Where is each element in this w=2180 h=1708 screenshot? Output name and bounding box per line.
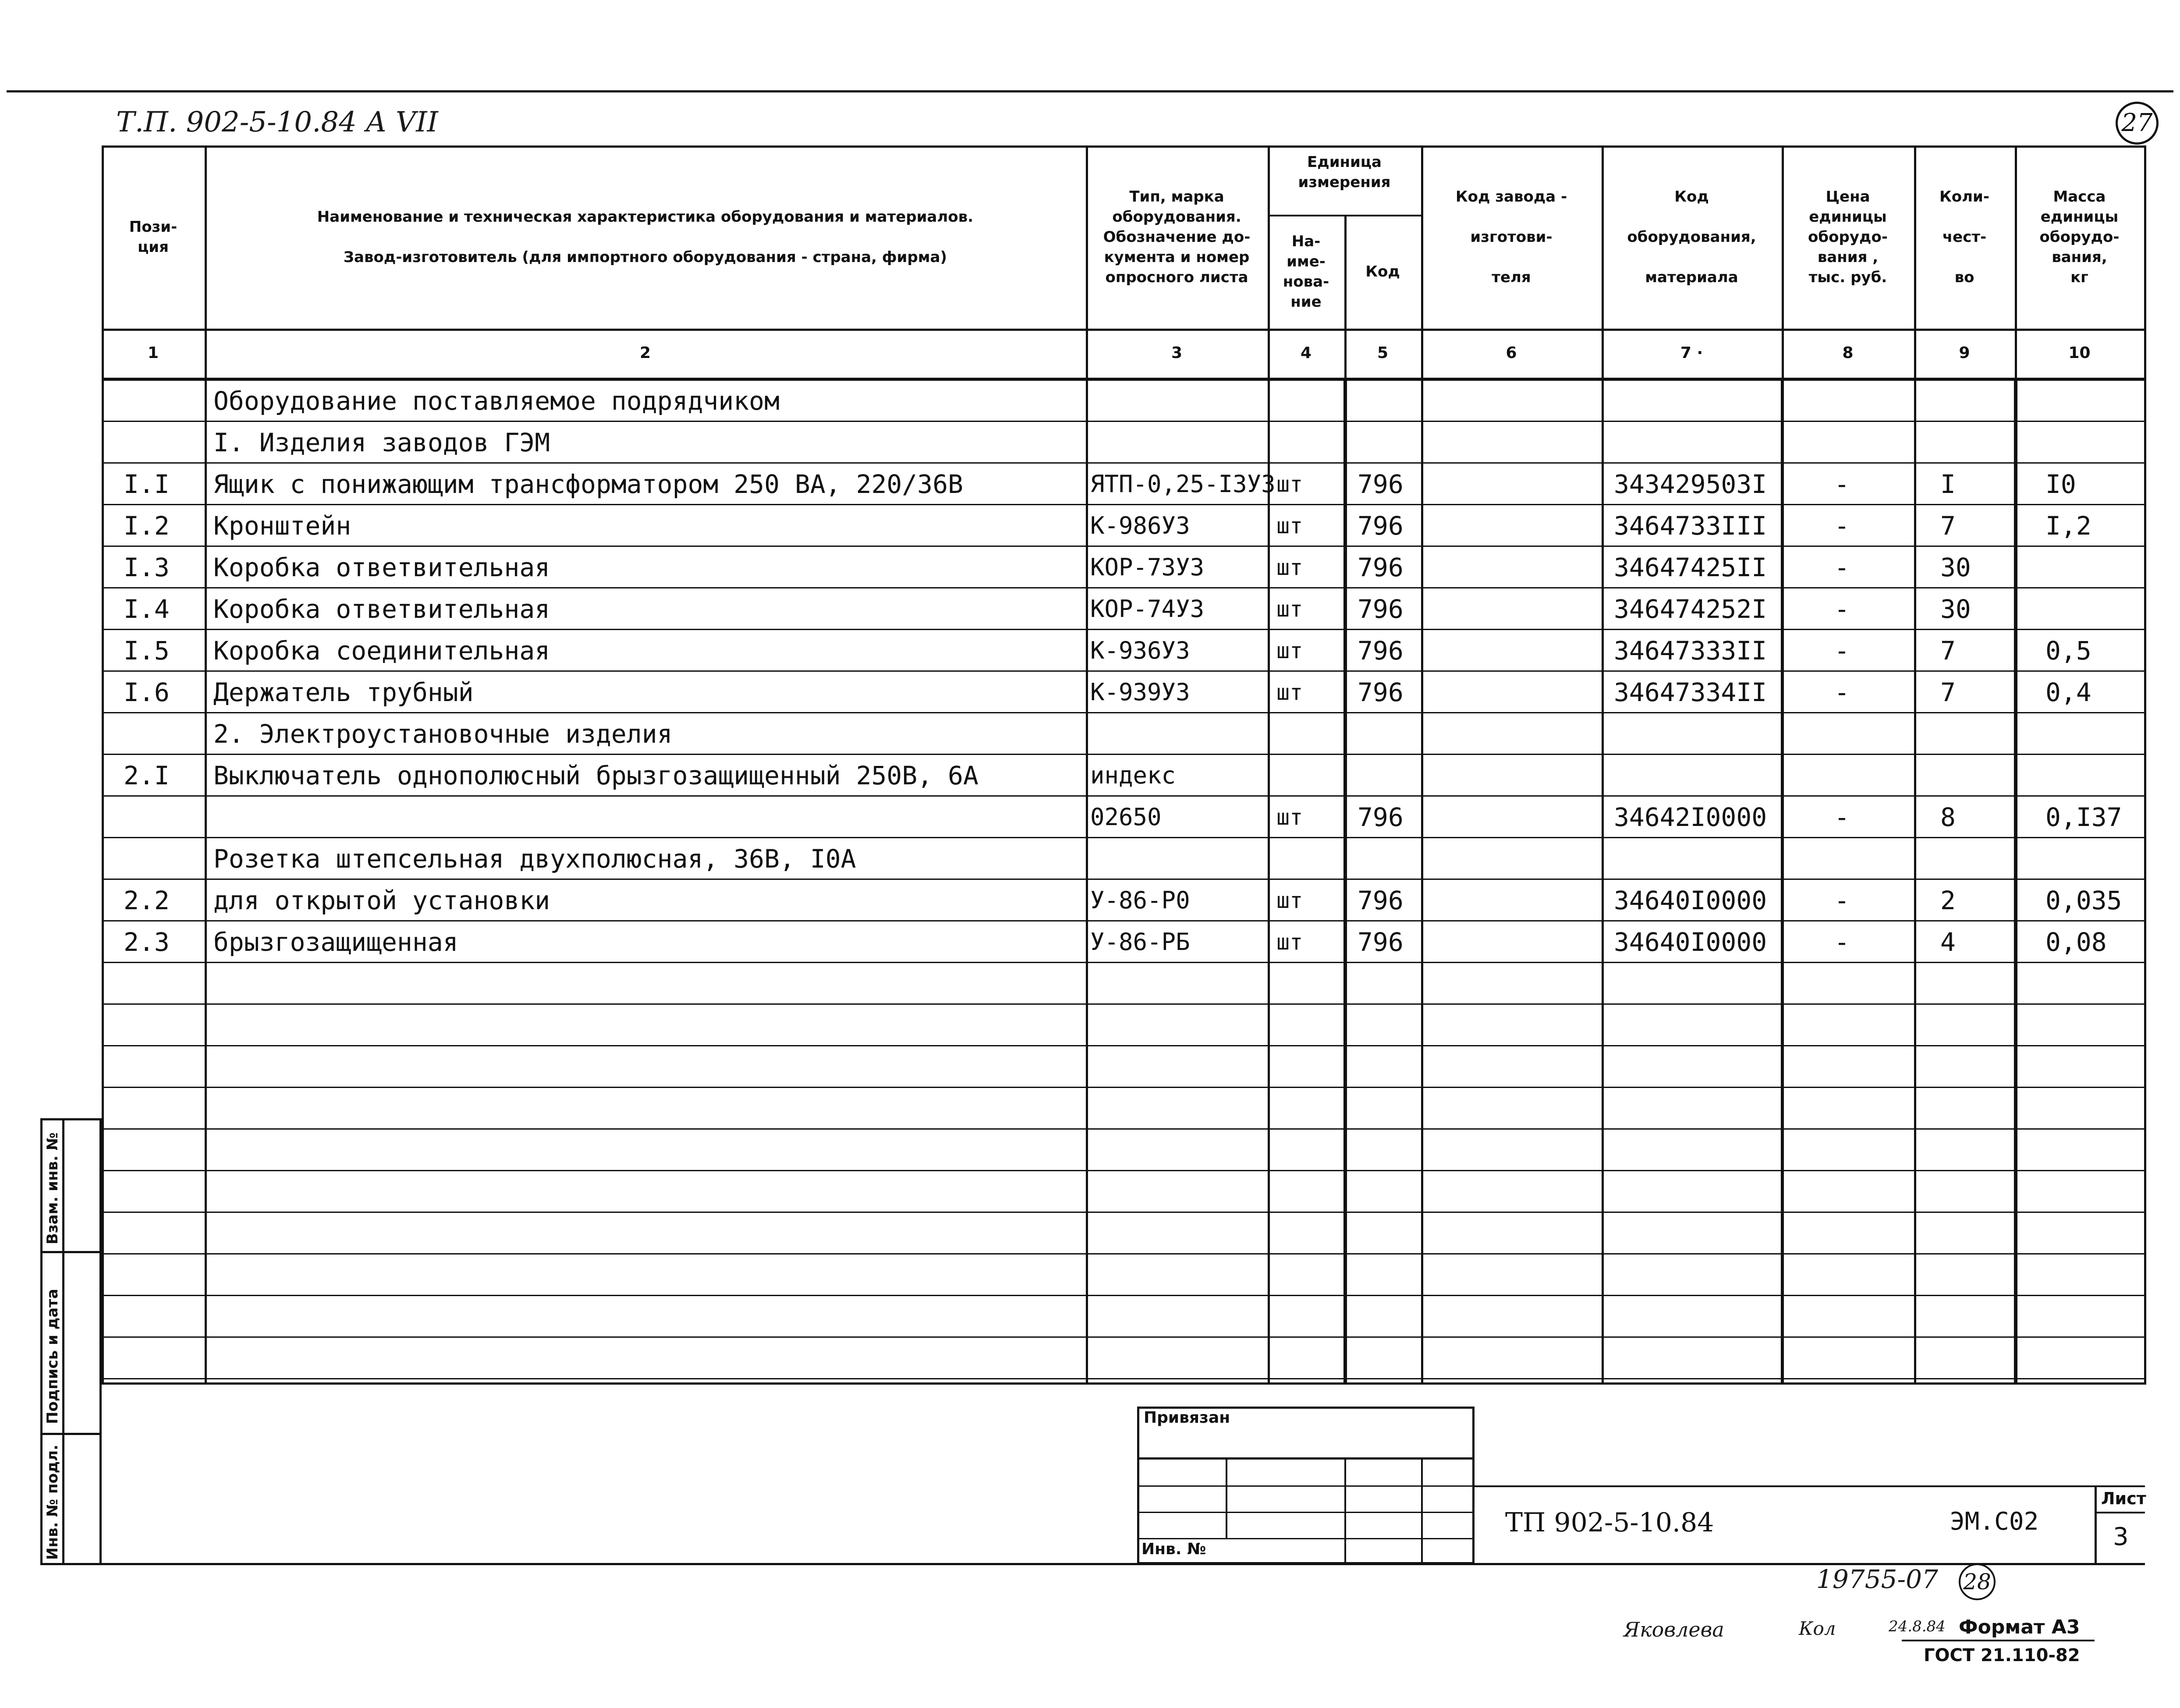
row-4-type: К-986У3 <box>1090 512 1190 539</box>
page-number: 27 <box>2121 109 2153 137</box>
row-5-type: КОР-73У3 <box>1090 553 1205 581</box>
row-8-pos: I.6 <box>124 677 170 707</box>
row-1-name: Оборудование поставляемое подрядчиком <box>213 386 780 416</box>
row-line <box>102 1212 2144 1213</box>
row-5-pos: I.3 <box>124 553 170 582</box>
column-header-3: Тип, марка оборудования. Обозначение до- кумента и номер опросного листа <box>1103 188 1251 286</box>
inv-number-label: Инв. № <box>1141 1540 1206 1558</box>
row-4-name: Кронштейн <box>213 511 351 541</box>
row-7-pos: I.5 <box>124 636 170 666</box>
column-header-5: Код <box>1365 263 1400 280</box>
row-8-qty: 7 <box>1940 677 1956 707</box>
column-number-6: 6 <box>1506 344 1517 362</box>
side-stamp-divider-1 <box>40 1251 102 1253</box>
binding-line-3 <box>1137 1512 1475 1513</box>
row-10-pos: 2.I <box>124 761 170 790</box>
side-stamp-vzam: Взам. инв. № <box>44 1132 61 1244</box>
row-3-type: ЯТП-0,25-I3У3 <box>1090 470 1276 498</box>
row-6-pos: I.4 <box>124 594 170 624</box>
column-line-8 <box>1914 145 1916 1385</box>
column-number-8: 8 <box>1842 344 1854 362</box>
bold-line-right <box>2014 379 2017 1382</box>
row-13-price: - <box>1834 886 1850 915</box>
column-number-3: 3 <box>1171 344 1183 362</box>
row-12-name: Розетка штепсельная двухполюсная, 36В, I0А <box>213 844 856 874</box>
row-8-type: К-939У3 <box>1090 678 1190 706</box>
row-6-price: - <box>1834 594 1850 624</box>
row-line <box>102 1170 2144 1171</box>
doc-code: ТП 902-5-10.84 <box>1505 1507 1714 1538</box>
row-11-equip-code: 34642I0000 <box>1614 802 1767 832</box>
row-7-name: Коробка соединительная <box>213 636 550 666</box>
header-bottom-border <box>102 329 2144 331</box>
binding-col-1 <box>1226 1457 1227 1538</box>
row-3-unit: шт <box>1276 471 1303 497</box>
row-11-type: 02650 <box>1090 803 1162 831</box>
row-13-equip-code: 34640I0000 <box>1614 886 1767 915</box>
copied-by-signature: Яковлева <box>1623 1618 1724 1641</box>
row-14-qty: 4 <box>1940 927 1956 957</box>
row-3-code: 796 <box>1358 469 1404 499</box>
row-5-qty: 30 <box>1940 553 1971 582</box>
row-13-name: для открытой установки <box>213 886 550 915</box>
row-14-equip-code: 34640I0000 <box>1614 927 1767 957</box>
row-3-pos: I.I <box>124 469 170 499</box>
row-7-mass: 0,5 <box>2045 636 2091 666</box>
row-4-pos: I.2 <box>124 511 170 541</box>
row-13-mass: 0,035 <box>2045 886 2122 915</box>
row-3-name: Ящик с понижающим трансформатором 250 ВА, 220/36В <box>213 469 964 499</box>
column-line-0 <box>102 145 104 1385</box>
binding-label: Привязан <box>1144 1409 1230 1427</box>
row-10-name: Выключатель однополюсный брызгозащищенный 250В, 6А <box>213 761 978 790</box>
row-line <box>102 462 2144 464</box>
row-line <box>102 587 2144 588</box>
row-line <box>102 1045 2144 1046</box>
row-6-equip-code: 346474252I <box>1614 594 1767 624</box>
side-stamp-divider-2 <box>40 1433 102 1435</box>
archive-circle-number: 28 <box>1963 1569 1991 1595</box>
row-line <box>102 421 2144 422</box>
row-line <box>102 754 2144 755</box>
row-6-unit: шт <box>1276 596 1303 622</box>
table-bottom-border <box>102 1382 2144 1385</box>
sheet-label: Лист <box>2101 1489 2146 1508</box>
row-4-unit: шт <box>1276 513 1303 539</box>
row-line <box>102 546 2144 547</box>
row-8-equip-code: 34647334II <box>1614 677 1767 707</box>
row-4-qty: 7 <box>1940 511 1956 541</box>
row-9-name: 2. Электроустановочные изделия <box>213 719 673 749</box>
row-7-qty: 7 <box>1940 636 1956 666</box>
row-line <box>102 1087 2144 1088</box>
number-row-bottom-border <box>102 378 2144 381</box>
unit-group-header: Единица измерения <box>1298 153 1391 191</box>
row-3-qty: I <box>1940 469 1956 499</box>
row-4-price: - <box>1834 511 1850 541</box>
column-header-2: Наименование и техническая характеристика оборудования и материалов. Завод-изготовитель (для импортного оборудования - страна, фирма) <box>317 208 974 266</box>
archive-circle <box>1959 1563 1996 1600</box>
bold-line-mid <box>1781 379 1784 1382</box>
column-number-5: 5 <box>1377 344 1389 362</box>
binding-col-2 <box>1344 1457 1346 1564</box>
row-line <box>102 1336 2144 1338</box>
row-7-code: 796 <box>1358 636 1404 666</box>
column-header-8: Цена единицы оборудо- вания , тыс. руб. <box>1808 188 1888 286</box>
column-line-1 <box>205 145 207 1385</box>
row-7-price: - <box>1834 636 1850 666</box>
row-14-mass: 0,08 <box>2045 927 2107 957</box>
row-4-mass: I,2 <box>2045 511 2091 541</box>
side-stamp-podpis: Подпись и дата <box>44 1289 61 1424</box>
row-7-type: К-936У3 <box>1090 637 1190 664</box>
row-2-name: I. Изделия заводов ГЭМ <box>213 428 550 457</box>
row-line <box>102 1295 2144 1296</box>
column-number-1: 1 <box>147 344 159 362</box>
row-6-type: КОР-74У3 <box>1090 595 1205 623</box>
column-number-2: 2 <box>639 344 651 362</box>
row-line <box>102 1128 2144 1130</box>
row-13-code: 796 <box>1358 886 1404 915</box>
row-line <box>102 1378 2144 1379</box>
row-line <box>102 879 2144 880</box>
side-stamp-inv: Инв. № подл. <box>44 1444 61 1560</box>
row-8-code: 796 <box>1358 677 1404 707</box>
row-5-equip-code: 34647425II <box>1614 553 1767 582</box>
row-13-qty: 2 <box>1940 886 1956 915</box>
row-5-code: 796 <box>1358 553 1404 582</box>
binding-col-3 <box>1421 1457 1423 1564</box>
row-line <box>102 1253 2144 1254</box>
row-14-name: брызгозащищенная <box>213 927 458 957</box>
row-line <box>102 795 2144 797</box>
row-8-unit: шт <box>1276 680 1303 705</box>
column-number-7: 7 · <box>1680 344 1703 362</box>
gost-label: ГОСТ 21.110-82 <box>1924 1645 2080 1665</box>
format-label: Формат А3 <box>1959 1616 2080 1638</box>
row-7-equip-code: 34647333II <box>1614 636 1767 666</box>
column-number-9: 9 <box>1959 344 1970 362</box>
row-5-price: - <box>1834 553 1850 582</box>
column-line-2 <box>1086 145 1088 1385</box>
archive-number: 19755-07 <box>1816 1564 1938 1594</box>
row-6-qty: 30 <box>1940 594 1971 624</box>
column-header-10: Масса единицы оборудо- вания, кг <box>2039 188 2120 286</box>
column-header-6: Код завода - изготови- теля <box>1455 188 1567 286</box>
row-14-pos: 2.3 <box>124 927 170 957</box>
row-5-name: Коробка ответвительная <box>213 553 550 582</box>
row-line <box>102 670 2144 672</box>
doc-reference: Т.П. 902-5-10.84 А VII <box>116 106 438 138</box>
row-7-unit: шт <box>1276 638 1303 663</box>
column-header-7: Код оборудования, материала <box>1627 188 1756 286</box>
column-line-3 <box>1268 145 1270 1385</box>
row-4-equip-code: 3464733III <box>1614 511 1767 541</box>
row-4-code: 796 <box>1358 511 1404 541</box>
column-header-9: Коли- чест- во <box>1939 188 1989 286</box>
format-underline <box>1902 1640 2095 1641</box>
title-top-line <box>1475 1485 2145 1487</box>
row-14-unit: шт <box>1276 929 1303 955</box>
row-13-unit: шт <box>1276 888 1303 913</box>
row-line <box>102 837 2144 838</box>
row-8-mass: 0,4 <box>2045 677 2091 707</box>
row-11-price: - <box>1834 802 1850 832</box>
row-line <box>102 712 2144 713</box>
row-8-price: - <box>1834 677 1850 707</box>
row-13-pos: 2.2 <box>124 886 170 915</box>
row-line <box>102 1003 2144 1005</box>
binding-line-4 <box>1137 1538 1475 1539</box>
binding-line-1 <box>1137 1457 1475 1460</box>
row-6-name: Коробка ответвительная <box>213 594 550 624</box>
binding-line-2 <box>1137 1485 1475 1487</box>
row-line <box>102 504 2144 505</box>
doc-mark: ЭМ.С02 <box>1950 1507 2039 1536</box>
checked-signature: Кол <box>1799 1618 1836 1639</box>
row-13-type: У-86-Р0 <box>1090 886 1190 914</box>
side-stamp-inner-line <box>62 1118 64 1565</box>
row-3-mass: I0 <box>2045 469 2076 499</box>
row-14-code: 796 <box>1358 927 1404 957</box>
row-3-price: - <box>1834 469 1850 499</box>
row-5-unit: шт <box>1276 555 1303 580</box>
row-line <box>102 629 2144 630</box>
row-11-unit: шт <box>1276 804 1303 830</box>
row-line <box>102 962 2144 963</box>
row-11-mass: 0,I37 <box>2045 802 2122 832</box>
signature-date: 24.8.84 <box>1889 1618 1946 1635</box>
row-11-code: 796 <box>1358 802 1404 832</box>
row-8-name: Держатель трубный <box>213 677 474 707</box>
column-number-10: 10 <box>2068 344 2091 362</box>
bold-line-left <box>1343 379 1347 1382</box>
column-line-5 <box>1421 145 1423 1385</box>
row-6-code: 796 <box>1358 594 1404 624</box>
sheet-box-line <box>2095 1512 2145 1513</box>
column-number-4: 4 <box>1300 344 1312 362</box>
row-14-type: У-86-РБ <box>1090 928 1190 956</box>
row-3-equip-code: 343429503I <box>1614 469 1767 499</box>
row-14-price: - <box>1834 927 1850 957</box>
column-header-1: Пози- ция <box>129 218 177 256</box>
sheet-number: 3 <box>2113 1523 2129 1551</box>
row-10-type: индекс <box>1090 762 1176 789</box>
column-line-6 <box>1602 145 1604 1385</box>
column-header-4: На- име- нова- ние <box>1283 233 1329 311</box>
row-line <box>102 920 2144 921</box>
column-line-10 <box>2144 145 2146 1385</box>
row-11-qty: 8 <box>1940 802 1956 832</box>
